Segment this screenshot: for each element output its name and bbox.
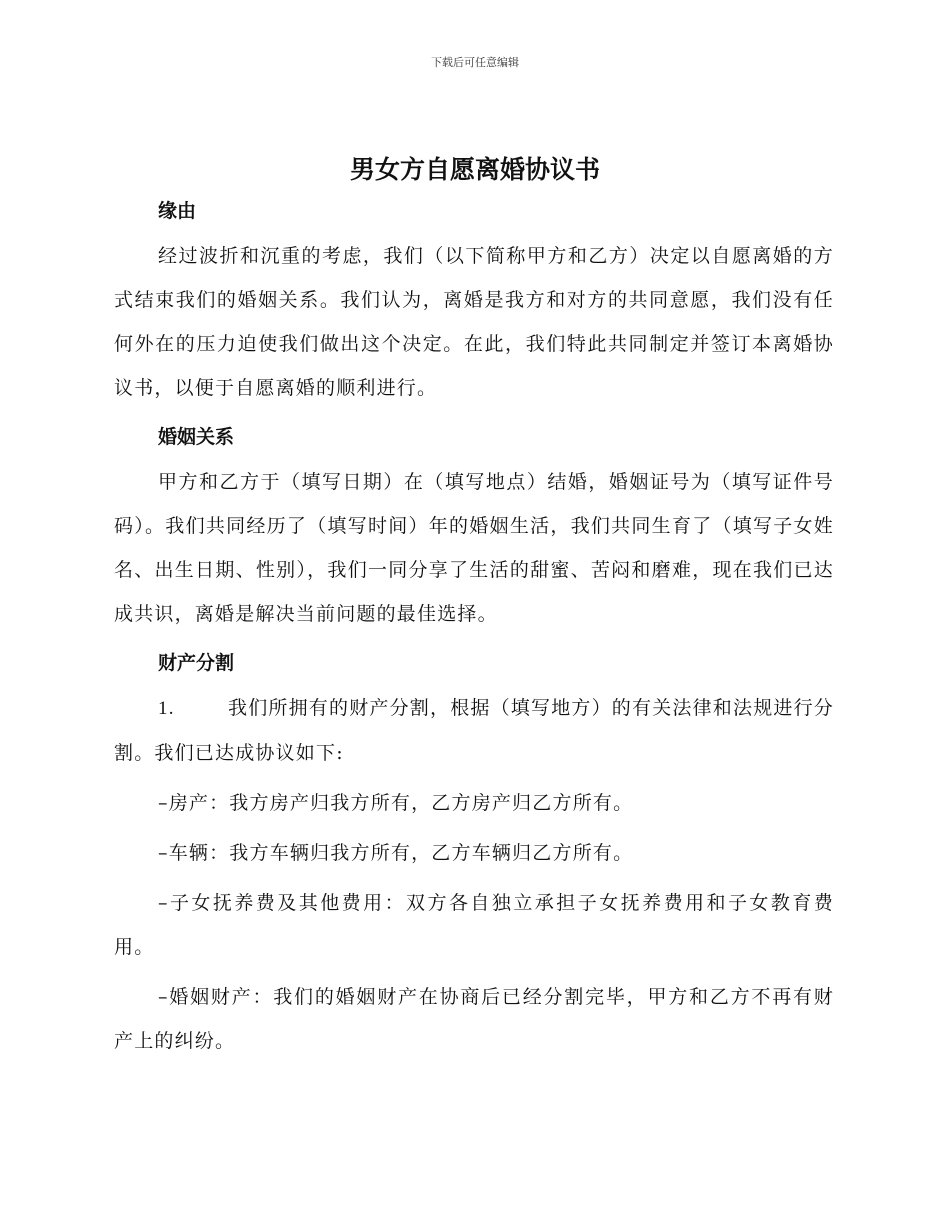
property-child-support: –子女抚养费及其他费用：双方各自独立承担子女抚养费用和子女教育费用。 xyxy=(114,892,834,958)
section-reason xyxy=(114,196,834,410)
section-property xyxy=(114,648,834,1063)
section-heading-reason: 缘由 xyxy=(158,200,197,222)
list-item-text: 我们所拥有的财产分割，根据（填写地方）的有关法律和法规进行分割。我们已达成协议如下: xyxy=(114,697,835,764)
section-marriage xyxy=(114,422,834,636)
document-body xyxy=(114,196,834,1063)
page-header: 下载后可任意编辑 xyxy=(431,56,519,69)
section-heading-marriage: 婚姻关系 xyxy=(158,426,235,448)
list-item-property-1 xyxy=(114,686,834,775)
list-number: 1. xyxy=(158,698,175,719)
paragraph-marriage: 甲方和乙方于（填写日期）在（填写地点）结婚，婚姻证号为（填写证件号码）。我们共同经历了（填写时间）年的婚姻生活，我们共同生育了（填写子女姓名、出生日期、性别），我们一同分享了生活的甜蜜、苦闷和磨难，现在我们已达成共识，离婚是解决当前问题的最佳选择。 xyxy=(114,471,834,625)
property-vehicle: –车辆：我方车辆归我方所有，乙方车辆归乙方所有。 xyxy=(158,842,634,864)
property-house: –房产：我方房产归我方所有，乙方房产归乙方所有。 xyxy=(158,792,634,814)
paragraph-reason: 经过波折和沉重的考虑，我们（以下简称甲方和乙方）决定以自愿离婚的方式结束我们的婚姻关系。我们认为，离婚是我方和对方的共同意愿，我们没有任何外在的压力迫使我们做出这个决定。在此，我们特此共同制定并签订本离婚协议书，以便于自愿离婚的顺利进行。 xyxy=(114,245,834,399)
document-title: 男女方自愿离婚协议书 xyxy=(349,155,600,184)
section-heading-property: 财产分割 xyxy=(158,652,235,674)
property-marital-property: –婚姻财产：我们的婚姻财产在协商后已经分割完毕，甲方和乙方不再有财产上的纠纷。 xyxy=(114,986,834,1052)
